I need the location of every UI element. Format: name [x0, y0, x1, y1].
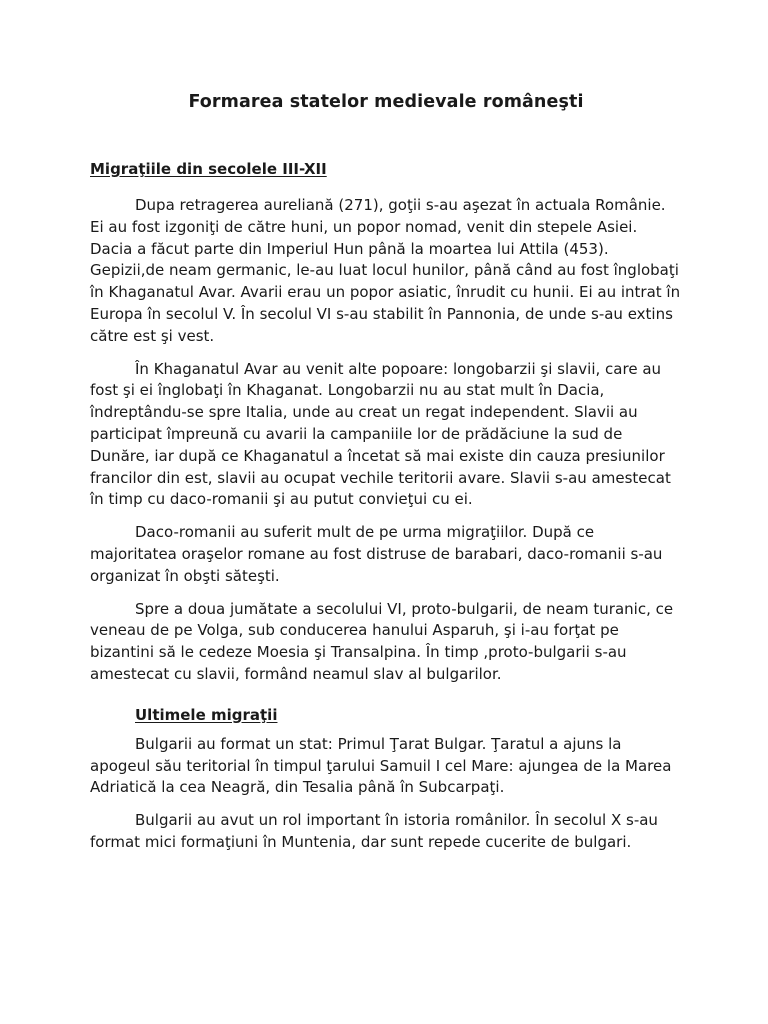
paragraph: Bulgarii au avut un rol important în istoria românilor. În secolul X s-au format mici formaţiuni în Muntenia, dar sunt repede cucerite de bulgari.: [90, 811, 658, 851]
paragraph: În Khaganatul Avar au venit alte popoare: longobarzii şi slavii, care au fost şi ei înglobaţi în Khaganat. Longobarzii nu au stat mult în Dacia, îndreptându-se spre Italia, unde au creat un regat independent. Slavii au participat împreună cu avarii la campaniile lor de prădăciune la sud de Dunăre, iar după ce Khaganatul a încetat să mai existe din cauza presiunilor francilor din est, slavii au ocupat vechile teritorii avare. Slavii s-au amestecat în timp cu daco-romanii şi au putut convieţui cu ei.: [90, 359, 671, 509]
section-heading-last-migrations: Ultimele migraţii: [135, 705, 278, 724]
paragraph: Bulgarii au format un stat: Primul Ţarat Bulgar. Ţaratul a ajuns la apogeul său teritorial în timpul ţarului Samuil I cel Mare: ajungea de la Marea Adriatică la cea Neagră, din Tesalia până în Subcarpaţi.: [90, 734, 672, 797]
section-heading-migrations: Migraţiile din secolele III-XII: [90, 160, 327, 178]
paragraph: Spre a doua jumătate a secolului VI, proto-bulgarii, de neam turanic, ce veneau de pe Volga, sub conducerea hanului Asparuh, şi i-au forţat pe bizantini să le cedeze Moesia şi Transalpina. În timp ,proto-bulgarii s-au amestecat cu slavii, formând neamul slav al bulgarilor.: [90, 599, 674, 683]
paragraph: Dupa retragerea aureliană (271), goţii s-au aşezat în actuala Românie. Ei au fost izgoniţi de către huni, un popor nomad, venit din stepele Asiei. Dacia a făcut parte din Imperiul Hun până la moartea lui Attila (453). Gepizii,de neam germanic, le-au luat locul hunilor, până când au fost înglobaţi în Khaganatul Avar. Avarii erau un popor asiatic, înrudit cu hunii. Ei au intrat în Europa în secolul V. În secolul VI s-au stabilit în Pannonia, de unde s-au extins către est şi vest.: [90, 196, 681, 345]
paragraph: Daco-romanii au suferit mult de pe urma migraţiilor. După ce majoritatea oraşelor romane au fost distruse de barabari, daco-romanii s-au organizat în obşti săteşti.: [90, 523, 663, 585]
document-content: [90, 86, 682, 854]
document-title: Formarea statelor medievale româneşti: [188, 92, 584, 112]
